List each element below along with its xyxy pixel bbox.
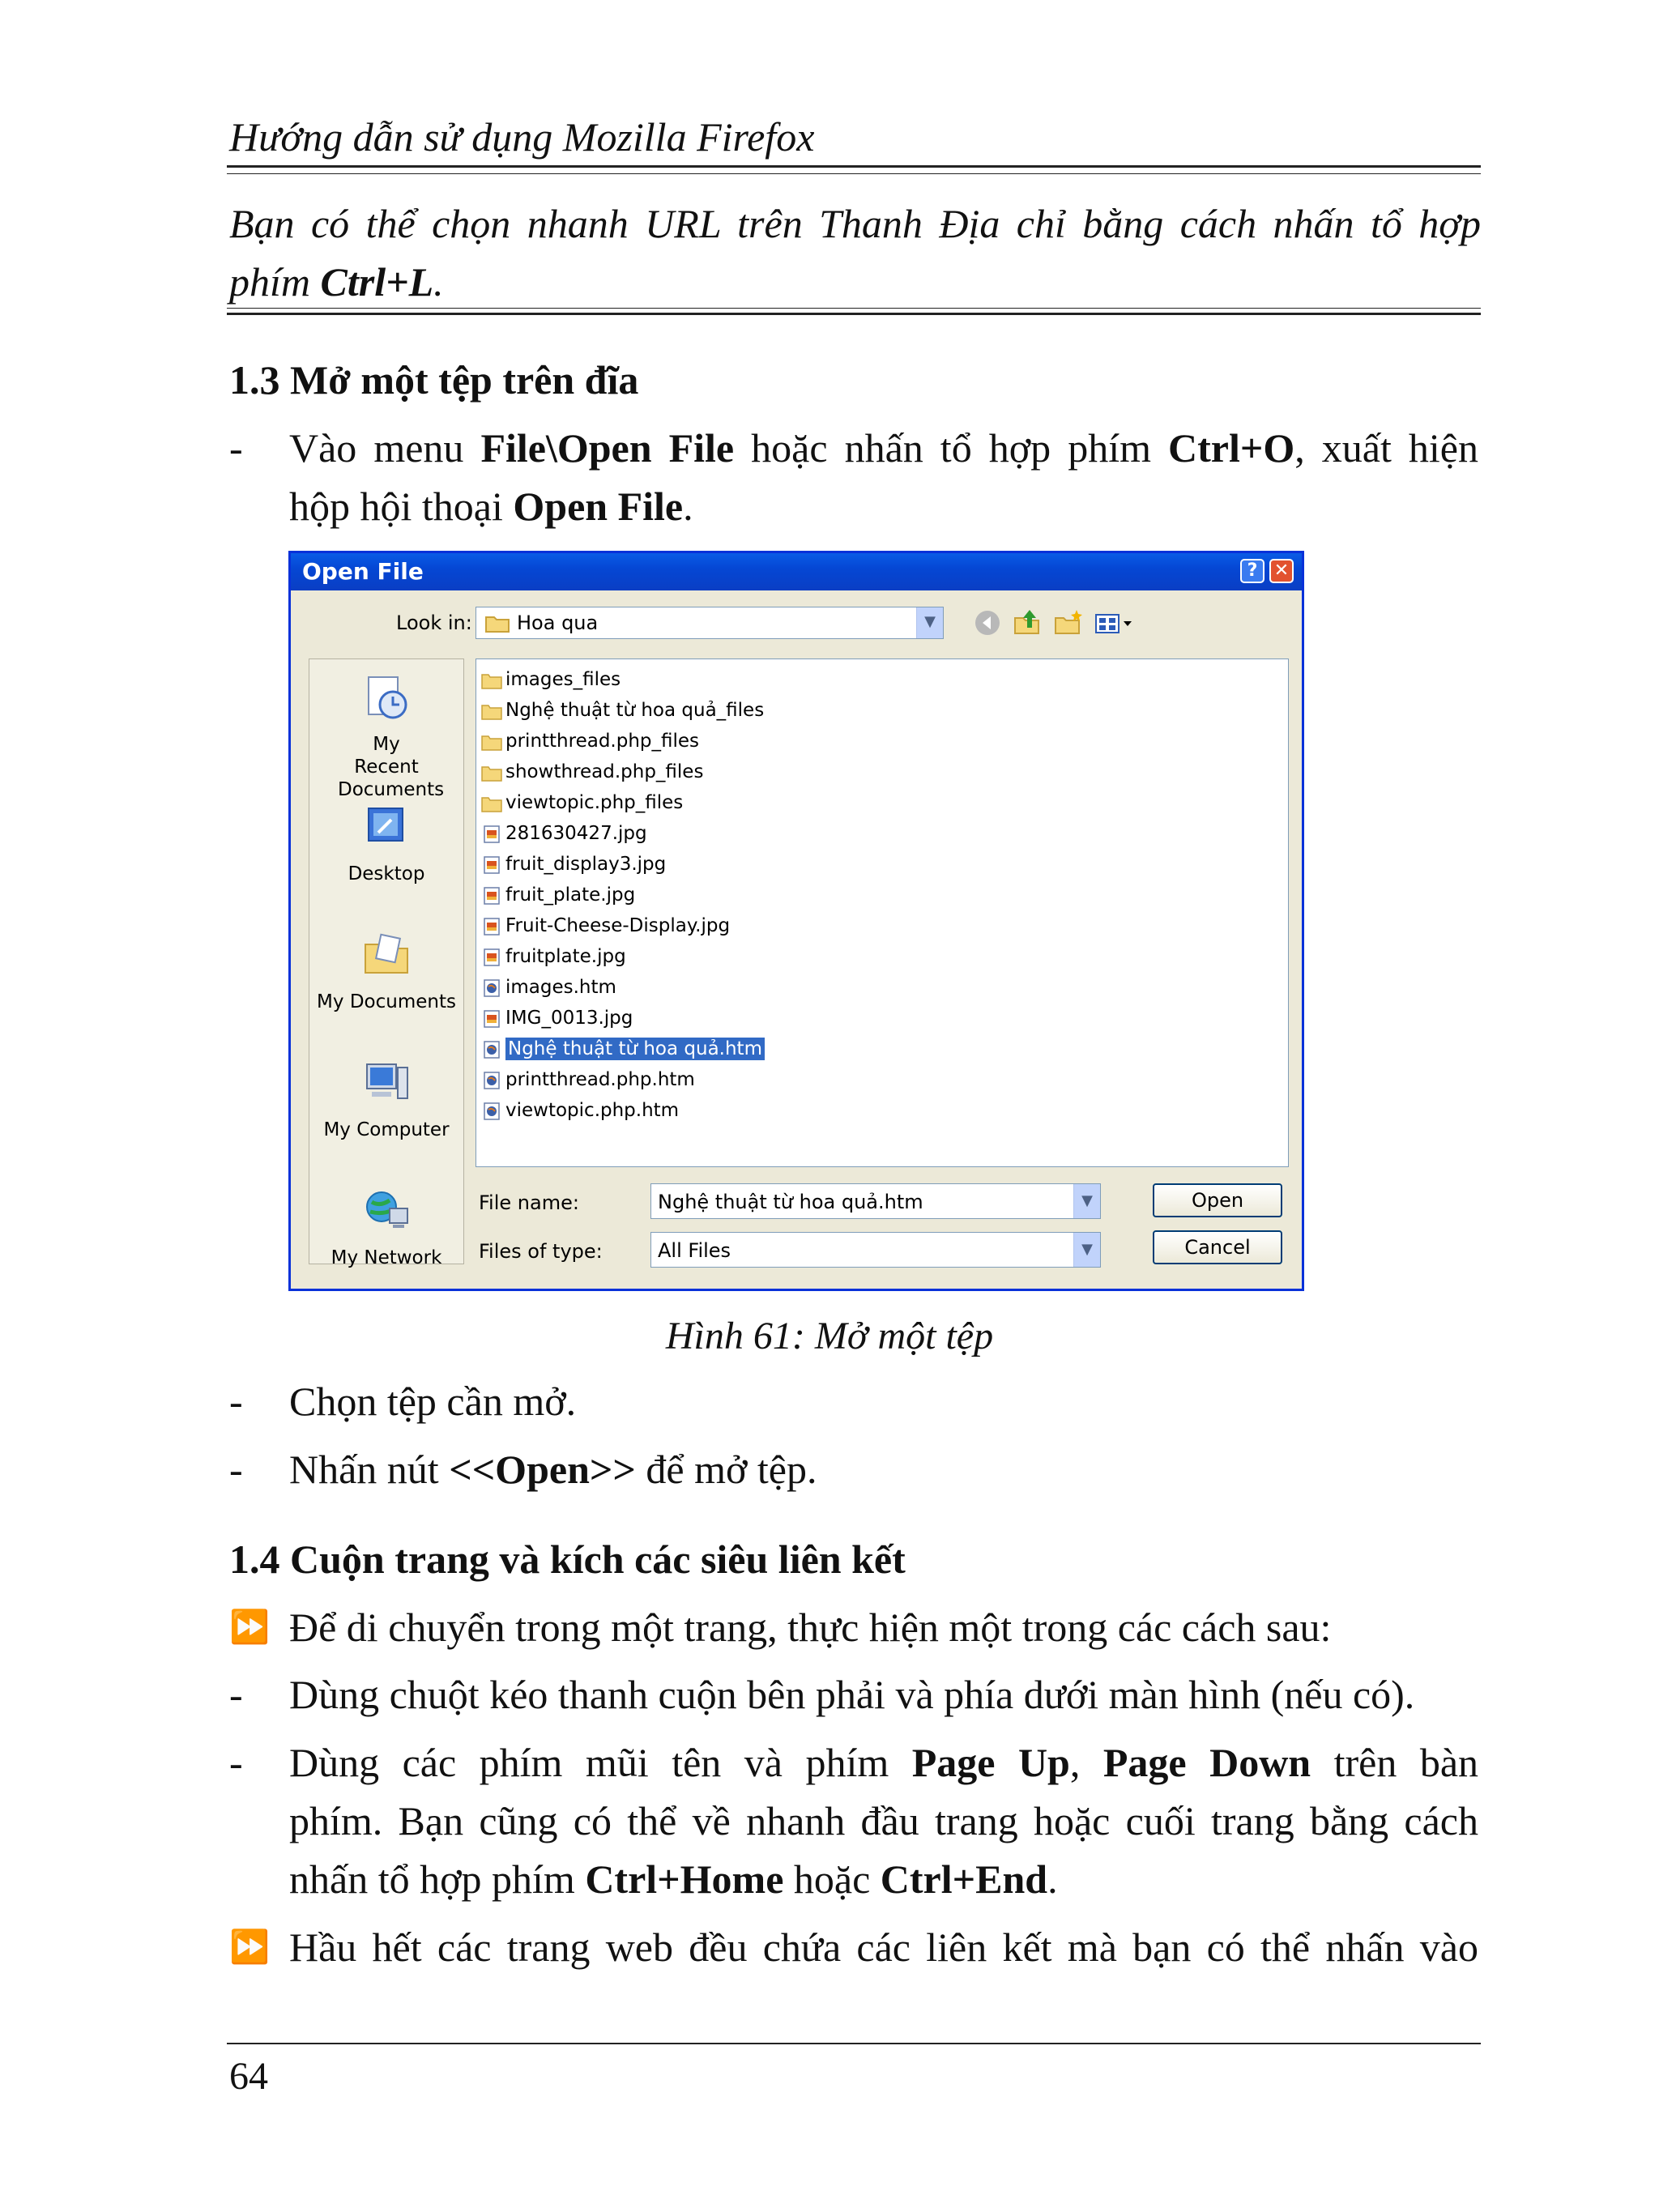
lookin-label: Look in: bbox=[396, 612, 472, 634]
file-name: 281630427.jpg bbox=[505, 823, 647, 844]
text: nhấn tổ hợp phím bbox=[289, 1856, 586, 1902]
para-line bbox=[289, 1733, 1478, 1792]
text: , bbox=[1069, 1740, 1103, 1785]
text: để mở tệp. bbox=[635, 1447, 817, 1492]
tip-line-2 bbox=[229, 253, 1481, 311]
place-label: My Computer bbox=[323, 1119, 450, 1140]
file-item[interactable] bbox=[481, 974, 616, 1001]
key-name: Page Up bbox=[911, 1740, 1070, 1785]
filename-input[interactable] bbox=[650, 1183, 1101, 1219]
header-rule-thin bbox=[227, 173, 1481, 174]
text: Nhấn nút bbox=[289, 1447, 450, 1492]
para-line bbox=[289, 1850, 1478, 1908]
dash-bullet: - bbox=[229, 1379, 243, 1424]
view-menu-icon[interactable] bbox=[1093, 607, 1138, 639]
folder-item[interactable] bbox=[481, 727, 699, 755]
image-file-icon bbox=[481, 887, 502, 905]
file-name: printthread.php.htm bbox=[505, 1069, 695, 1090]
file-name: fruitplate.jpg bbox=[505, 946, 626, 967]
place-label: Desktop bbox=[348, 863, 425, 884]
file-item[interactable] bbox=[481, 912, 730, 940]
paragraph-keys bbox=[289, 1733, 1478, 1908]
note-rule-thin bbox=[227, 308, 1481, 309]
shortcut: Ctrl+O bbox=[1168, 425, 1295, 471]
paragraph-open-menu bbox=[289, 419, 1478, 535]
html-file-icon bbox=[481, 1102, 502, 1120]
cancel-button[interactable]: Cancel bbox=[1153, 1230, 1282, 1264]
place-label: My Network bbox=[331, 1247, 442, 1268]
folder-icon bbox=[484, 612, 510, 633]
text: Dùng các phím mũi tên và phím bbox=[289, 1740, 912, 1785]
text: . bbox=[683, 484, 693, 529]
file-item[interactable] bbox=[481, 820, 647, 847]
folder-icon bbox=[481, 702, 502, 720]
dialog-title: Open File bbox=[302, 558, 424, 585]
filetype-label: Files of type: bbox=[479, 1240, 603, 1263]
file-item[interactable] bbox=[481, 1097, 679, 1124]
place-label: My Documents bbox=[317, 991, 456, 1012]
file-name: printthread.php_files bbox=[505, 731, 700, 752]
my-computer-icon bbox=[360, 1056, 412, 1108]
up-folder-icon[interactable] bbox=[1012, 607, 1044, 639]
place-my-documents[interactable] bbox=[309, 928, 463, 1013]
tip-note bbox=[229, 194, 1481, 311]
folder-item[interactable] bbox=[481, 789, 683, 816]
help-button[interactable]: ? bbox=[1240, 559, 1265, 583]
back-icon[interactable] bbox=[971, 607, 1004, 639]
file-name: images.htm bbox=[505, 977, 616, 998]
image-file-icon bbox=[481, 1010, 502, 1028]
folder-icon bbox=[481, 764, 502, 782]
note-rule bbox=[227, 313, 1481, 315]
paragraph-scrollbar: Dùng chuột kéo thanh cuộn bên phải và phía dưới màn hình (nếu có). bbox=[289, 1672, 1415, 1717]
tip-shortcut: Ctrl+L bbox=[320, 259, 434, 305]
recent-documents-icon bbox=[360, 671, 412, 722]
lookin-value: Hoa qua bbox=[517, 612, 599, 634]
image-file-icon bbox=[481, 948, 502, 966]
file-item[interactable] bbox=[481, 943, 626, 970]
place-label: My Recent Documents bbox=[338, 734, 445, 800]
chevron-down-icon[interactable]: ▼ bbox=[1073, 1233, 1100, 1267]
place-desktop[interactable] bbox=[309, 800, 463, 885]
file-name: fruit_display3.jpg bbox=[505, 854, 667, 875]
figure-caption: Hình 61: Mở một tệp bbox=[665, 1315, 994, 1357]
dash-bullet: - bbox=[229, 1447, 243, 1492]
image-file-icon bbox=[481, 856, 502, 874]
open-button[interactable]: Open bbox=[1153, 1183, 1282, 1217]
my-network-icon bbox=[360, 1184, 412, 1236]
html-file-icon bbox=[481, 1072, 502, 1089]
para-line bbox=[289, 477, 1478, 535]
key-name: Page Down bbox=[1102, 1740, 1311, 1785]
para-line bbox=[289, 419, 1478, 477]
folder-item[interactable] bbox=[481, 758, 703, 786]
text: hoặc nhấn tổ hợp phím bbox=[734, 425, 1169, 471]
filename-label: File name: bbox=[479, 1191, 579, 1214]
text: trên bàn bbox=[1311, 1740, 1479, 1785]
text: , xuất hiện bbox=[1294, 425, 1478, 471]
paragraph-choose-file: Chọn tệp cần mở. bbox=[289, 1379, 577, 1424]
shortcut: Ctrl+Home bbox=[585, 1856, 784, 1902]
tip-text: phím bbox=[229, 259, 321, 305]
file-name: Nghệ thuật từ hoa quả_files bbox=[505, 700, 765, 721]
dash-bullet: - bbox=[229, 425, 243, 471]
folder-icon bbox=[481, 671, 502, 689]
button-ref: <<Open>> bbox=[449, 1447, 636, 1492]
filetype-select[interactable] bbox=[650, 1232, 1101, 1268]
folder-item[interactable] bbox=[481, 666, 621, 693]
image-file-icon bbox=[481, 918, 502, 936]
section-heading-1-4: 1.4 Cuộn trang và kích các siêu liên kết bbox=[229, 1536, 906, 1582]
file-name: fruit_plate.jpg bbox=[505, 884, 636, 906]
filetype-value: All Files bbox=[658, 1239, 731, 1262]
new-folder-icon[interactable] bbox=[1052, 607, 1085, 639]
text: hộp hội thoại bbox=[289, 484, 514, 529]
file-name: Nghệ thuật từ hoa quả.htm bbox=[505, 1038, 765, 1060]
place-my-network[interactable] bbox=[309, 1184, 463, 1269]
double-arrow-bullet-icon: ⏩ bbox=[229, 1609, 270, 1645]
place-my-recent-documents[interactable] bbox=[309, 671, 463, 801]
lookin-dropdown[interactable] bbox=[476, 607, 944, 639]
close-button[interactable]: ✕ bbox=[1269, 559, 1294, 583]
menu-path: File\Open File bbox=[480, 425, 735, 471]
html-file-icon bbox=[481, 979, 502, 997]
dash-bullet: - bbox=[229, 1740, 243, 1785]
file-item[interactable] bbox=[481, 850, 666, 878]
desktop-icon bbox=[360, 800, 412, 852]
file-name: viewtopic.php.htm bbox=[505, 1100, 680, 1121]
paragraph-press-open bbox=[289, 1440, 1478, 1498]
para-line: phím. Bạn cũng có thể về nhanh đầu trang hoặc cuối trang bằng cách bbox=[289, 1798, 1478, 1843]
file-item[interactable] bbox=[481, 1035, 765, 1063]
file-list[interactable] bbox=[476, 658, 1289, 1167]
image-file-icon bbox=[481, 825, 502, 843]
folder-item[interactable] bbox=[481, 697, 764, 724]
my-documents-icon bbox=[360, 928, 412, 980]
text: Vào menu bbox=[289, 425, 481, 471]
html-file-icon bbox=[481, 1041, 502, 1059]
tip-period: . bbox=[433, 259, 444, 305]
file-item[interactable] bbox=[481, 1066, 695, 1093]
dash-bullet: - bbox=[229, 1672, 243, 1717]
file-name: IMG_0013.jpg bbox=[505, 1008, 633, 1029]
shortcut: Ctrl+End bbox=[880, 1856, 1048, 1902]
place-my-computer[interactable] bbox=[309, 1056, 463, 1141]
filename-value: Nghệ thuật từ hoa quả.htm bbox=[658, 1191, 923, 1213]
file-name: viewtopic.php_files bbox=[505, 792, 684, 813]
text: hoặc bbox=[783, 1856, 881, 1902]
footer-rule bbox=[227, 2043, 1481, 2044]
page-number: 64 bbox=[229, 2055, 268, 2098]
chevron-down-icon[interactable]: ▼ bbox=[916, 607, 943, 638]
folder-icon bbox=[481, 795, 502, 812]
chevron-down-icon[interactable]: ▼ bbox=[1073, 1184, 1100, 1218]
paragraph-links: Hầu hết các trang web đều chứa các liên kết mà bạn có thể nhấn vào bbox=[289, 1924, 1478, 1970]
places-bar bbox=[309, 658, 464, 1268]
paragraph-scroll-intro: Để di chuyển trong một trang, thực hiện một trong các cách sau: bbox=[289, 1605, 1332, 1650]
file-item[interactable] bbox=[481, 881, 635, 909]
folder-icon bbox=[481, 733, 502, 751]
file-item[interactable] bbox=[481, 1004, 633, 1032]
file-name: showthread.php_files bbox=[505, 761, 704, 782]
file-name: images_files bbox=[505, 669, 621, 690]
running-header: Hướng dẫn sử dụng Mozilla Firefox bbox=[229, 114, 815, 160]
tip-line-1: Bạn có thể chọn nhanh URL trên Thanh Địa chỉ bằng cách nhấn tổ hợp bbox=[229, 201, 1481, 246]
dialog-titlebar[interactable] bbox=[291, 553, 1302, 590]
dialog-name: Open File bbox=[513, 484, 684, 529]
section-heading-1-3: 1.3 Mở một tệp trên đĩa bbox=[229, 357, 639, 403]
open-file-dialog bbox=[288, 551, 1304, 1291]
double-arrow-bullet-icon: ⏩ bbox=[229, 1929, 270, 1965]
file-name: Fruit-Cheese-Display.jpg bbox=[505, 915, 731, 936]
text: . bbox=[1047, 1856, 1058, 1902]
header-rule bbox=[227, 165, 1481, 168]
